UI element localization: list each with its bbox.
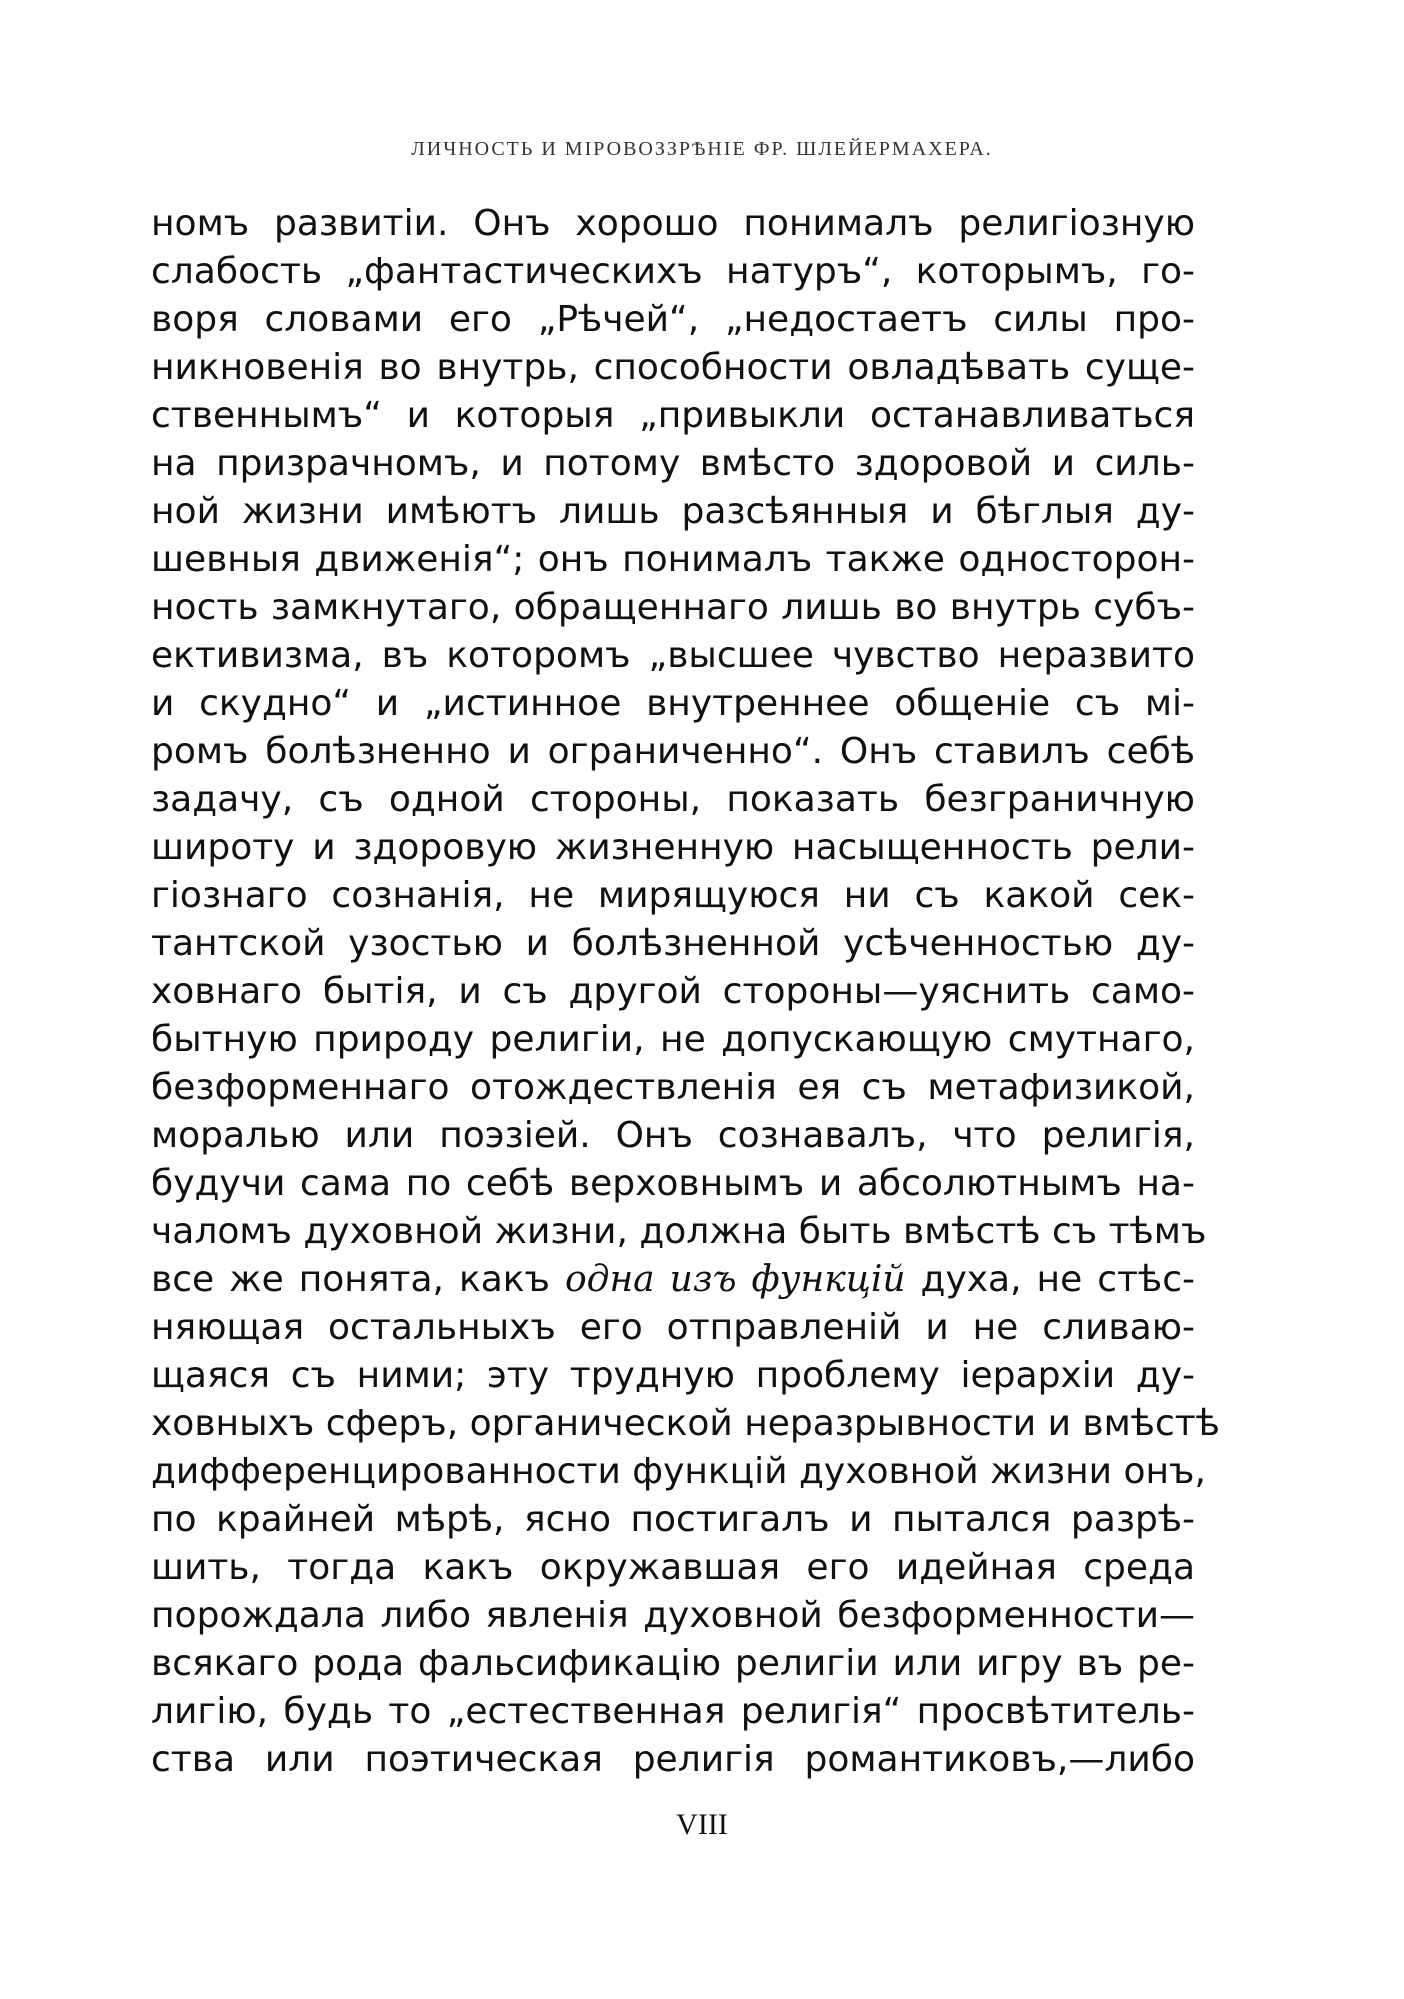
text-line: ства или поэтическая религія романтиковъ,—либо <box>151 1739 1195 1780</box>
text-line: чаломъ духовной жизни, должна быть вмѣстѣ съ тѣмъ <box>151 1211 1207 1252</box>
text-line: на призрачномъ, и потому вмѣсто здоровой и силь- <box>151 443 1195 484</box>
text-line: и скудно“ и „истинное внутреннее общеніе съ мі- <box>151 683 1195 724</box>
text-line: тантской узостью и болѣзненной усѣченностью ду- <box>151 923 1195 964</box>
italic-emphasis: одна изъ функцій <box>564 1259 906 1300</box>
text-line: ховнаго бытія, и съ другой стороны—уяснить само- <box>151 971 1195 1012</box>
text-line: щаяся съ ними; эту трудную проблему іерархіи ду- <box>151 1355 1195 1396</box>
text-line: ховныхъ сферъ, органической неразрывности и вмѣстѣ <box>151 1403 1220 1444</box>
text-line: моралью или поэзіей. Онъ сознавалъ, что религія, <box>151 1115 1195 1156</box>
text-line: ромъ болѣзненно и ограниченно“. Онъ ставилъ себѣ <box>151 731 1195 772</box>
text-line-with-italic <box>151 1256 1195 1304</box>
text-line: бытную природу религіи, не допускающую смутнаго, <box>151 1019 1195 1060</box>
text-line: воря словами его „Рѣчей“, „недостаетъ силы про- <box>151 299 1195 340</box>
text-line: шевныя движенія“; онъ понималъ также односторон- <box>151 539 1195 580</box>
text-segment: духа, не стѣс- <box>905 1259 1195 1300</box>
body-text <box>151 200 1220 1784</box>
text-line: гіознаго сознанія, не мирящуюся ни съ какой сек- <box>151 875 1195 916</box>
text-line: ективизма, въ которомъ „высшее чувство неразвито <box>151 635 1195 676</box>
text-segment: все же понята, какъ <box>151 1259 565 1300</box>
text-line: задачу, съ одной стороны, показать безграничную <box>151 779 1195 820</box>
text-line: шить, тогда какъ окружавшая его идейная среда <box>151 1547 1195 1588</box>
text-line: ность замкнутаго, обращеннаго лишь во внутрь субъ- <box>151 587 1195 628</box>
text-line: ной жизни имѣютъ лишь разсѣянныя и бѣглыя ду- <box>151 491 1195 532</box>
text-line: безформеннаго отождествленія ея съ метафизикой, <box>151 1067 1195 1108</box>
text-line: будучи сама по себѣ верховнымъ и абсолютнымъ на- <box>151 1163 1195 1204</box>
text-line: лигію, будь то „естественная религія“ просвѣтитель- <box>151 1691 1195 1732</box>
text-line: порождала либо явленія духовной безформенности— <box>151 1595 1195 1636</box>
text-line: по крайней мѣрѣ, ясно постигалъ и пытался разрѣ- <box>151 1499 1195 1540</box>
text-line: широту и здоровую жизненную насыщенность рели- <box>151 827 1195 868</box>
text-line: никновенія во внутрь, способности овладѣвать суще- <box>151 347 1195 388</box>
text-line: слабость „фантастическихъ натуръ“, которымъ, го- <box>151 251 1195 292</box>
page-number: VIII <box>676 1808 728 1841</box>
text-line: няющая остальныхъ его отправленій и не сливаю- <box>151 1307 1195 1348</box>
text-line: номъ развитіи. Онъ хорошо понималъ религіозную <box>151 203 1195 244</box>
text-line: ственнымъ“ и которыя „привыкли останавливаться <box>151 395 1195 436</box>
text-line: всякаго рода фальсификацію религіи или игру въ ре- <box>151 1643 1195 1684</box>
text-line: дифференцированности функцій духовной жизни онъ, <box>151 1451 1206 1492</box>
running-header: ЛИЧНОСТЬ И МІРОВОЗЗРѢНІЕ ФР. ШЛЕЙЕРМАХЕРА. <box>411 138 993 160</box>
